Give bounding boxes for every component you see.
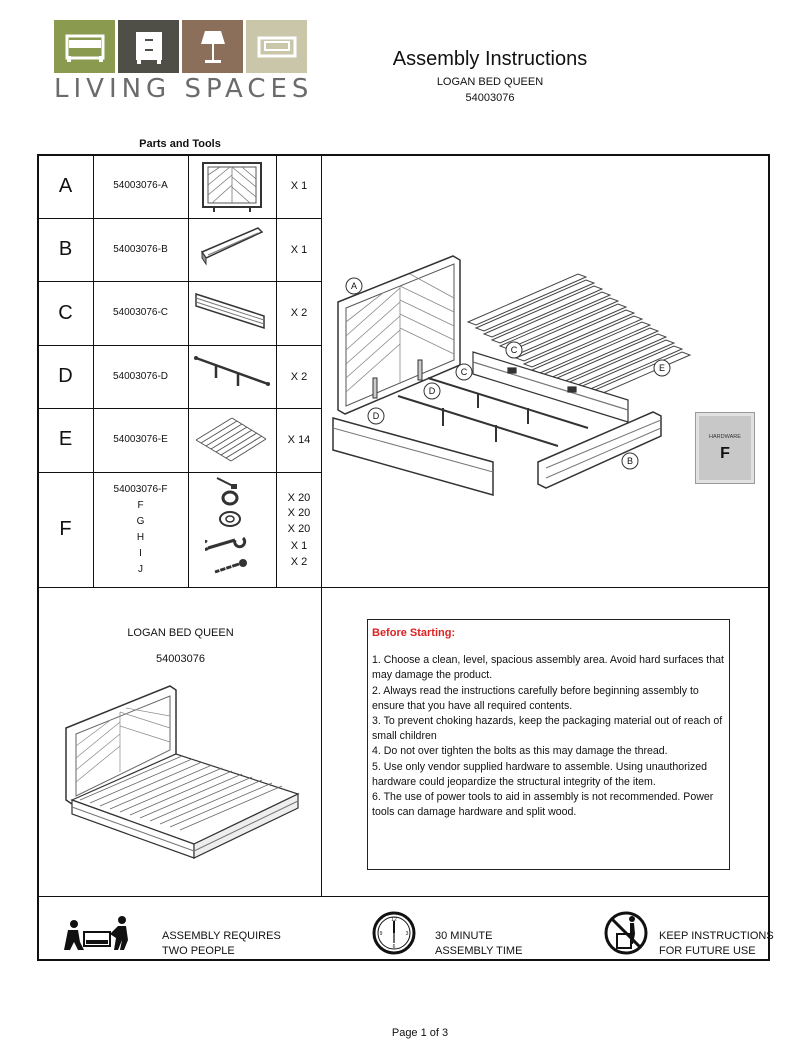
flat-washer-icon xyxy=(220,512,240,526)
keep-instructions-line2: FOR FUTURE USE xyxy=(659,945,756,957)
page-number: Page 1 of 3 xyxy=(391,1027,449,1039)
grid-line xyxy=(38,896,769,897)
hardware-pack-caption: HARDWARE xyxy=(709,434,741,440)
assembled-bed-image xyxy=(62,682,302,860)
svg-text:3: 3 xyxy=(405,931,409,937)
bed-icon xyxy=(54,20,115,73)
grid-line xyxy=(38,281,321,282)
note-item: 4. Do not over tighten the bolts as this may damage the thread. xyxy=(372,745,668,758)
part-qty: X 14 xyxy=(287,434,311,446)
hardware-qty: X 2 xyxy=(290,556,308,568)
grid-line xyxy=(38,472,321,473)
footboard-part-image xyxy=(198,224,266,270)
grid-line xyxy=(38,587,769,588)
keep-instructions-line1: KEEP INSTRUCTIONS xyxy=(659,930,774,942)
assembly-time-line2: ASSEMBLY TIME xyxy=(435,945,523,957)
part-code: 54003076-D xyxy=(112,371,169,382)
hardware-qty: X 20 xyxy=(287,507,311,519)
part-letter: B xyxy=(58,238,73,260)
note-item: 6. The use of power tools to aid in assembly is not recommended. Power tools can damage hardware and split wood. xyxy=(372,791,714,819)
callout-d-label: D xyxy=(372,411,380,421)
hardware-qty: X 20 xyxy=(287,523,311,535)
callout-d-label: D xyxy=(428,386,436,396)
grid-line xyxy=(38,345,321,346)
svg-text:12: 12 xyxy=(391,917,397,923)
product-sku: 54003076 xyxy=(465,92,515,104)
keep-instructions-text xyxy=(659,929,774,959)
lock-washer-icon xyxy=(223,492,237,504)
two-people-line1: ASSEMBLY REQUIRES xyxy=(162,930,281,942)
product-view-name: LOGAN BED QUEEN xyxy=(127,627,234,639)
hardware-pack-letter: F xyxy=(720,445,730,462)
exploded-assembly-diagram xyxy=(328,250,733,500)
hardware-pack xyxy=(695,412,755,484)
brand-name: LIVING SPACES xyxy=(54,74,314,104)
no-littering-icon xyxy=(601,910,651,956)
note-item: 3. To prevent choking hazards, keep the packaging material out of reach of small children xyxy=(372,715,723,743)
grid-line xyxy=(321,155,322,896)
part-letter: D xyxy=(58,365,73,387)
assembly-time-text xyxy=(435,929,522,959)
wrench-icon xyxy=(205,538,245,549)
callout-e-label: E xyxy=(658,363,666,373)
side-rail-part-image xyxy=(194,288,268,336)
before-starting-box xyxy=(367,619,730,870)
hardware-sub-letter: G xyxy=(136,516,145,527)
parts-title: Parts and Tools xyxy=(139,138,221,150)
part-qty: X 2 xyxy=(290,371,308,383)
center-rail-part-image xyxy=(192,350,272,396)
dresser-icon xyxy=(118,20,179,73)
grid-line xyxy=(188,155,189,587)
sofa-icon xyxy=(246,20,307,73)
side-rail-front xyxy=(333,418,493,495)
part-letter: A xyxy=(58,175,73,197)
hardware-sub-letter: J xyxy=(138,564,143,575)
document-title: Assembly Instructions xyxy=(392,48,588,70)
headboard-part-image xyxy=(200,160,266,214)
note-item: 2. Always read the instructions carefully before beginning assembly to ensure that you have all required contents. xyxy=(372,684,699,712)
product-view-sku: 54003076 xyxy=(156,653,205,665)
svg-text:9: 9 xyxy=(379,931,383,937)
part-qty: X 1 xyxy=(290,180,308,192)
part-code: 54003076-E xyxy=(113,434,168,445)
before-starting-title: Before Starting: xyxy=(372,627,456,639)
assembly-time-line1: 30 MINUTE xyxy=(435,930,493,942)
bolt-icon xyxy=(217,478,237,489)
svg-text:6: 6 xyxy=(392,944,396,950)
hardware-qty: X 20 xyxy=(287,492,311,504)
product-name: LOGAN BED QUEEN xyxy=(436,76,544,88)
callout-b-label: B xyxy=(626,456,634,466)
hardware-sub-letter: F xyxy=(137,500,144,511)
callout-c-label: C xyxy=(460,367,468,377)
part-letter: F xyxy=(59,518,72,540)
hardware-icons xyxy=(205,476,255,580)
part-letter: C xyxy=(58,302,73,324)
part-code: 54003076-B xyxy=(113,244,168,255)
part-code: 54003076-C xyxy=(112,307,169,318)
two-people-line2: TWO PEOPLE xyxy=(162,945,235,957)
part-code: 54003076-A xyxy=(113,180,168,191)
grid-line xyxy=(38,218,321,219)
hardware-sub-letter: I xyxy=(139,548,142,559)
lamp-icon xyxy=(182,20,243,73)
slats-assembly xyxy=(468,274,690,403)
part-qty: X 2 xyxy=(290,307,308,319)
hardware-sub-letter: H xyxy=(136,532,145,543)
screw-icon xyxy=(215,559,247,574)
grid-line xyxy=(38,408,321,409)
callout-c-label: C xyxy=(510,345,518,355)
callout-a-label: A xyxy=(350,281,358,291)
slats-part-image xyxy=(192,414,270,466)
part-letter: E xyxy=(58,428,73,450)
footboard-assembly xyxy=(538,412,661,488)
hardware-code: 54003076-F xyxy=(113,484,168,495)
clock-icon xyxy=(370,910,418,956)
part-qty: X 1 xyxy=(290,244,308,256)
note-item: 5. Use only vendor supplied hardware to assemble. Using unauthorized hardware could jeopardize the structural integrity of the item. xyxy=(372,760,708,788)
note-item: 1. Choose a clean, level, spacious assembly area. Avoid hard surfaces that may damage the product. xyxy=(372,654,724,682)
two-people-icon xyxy=(64,914,134,954)
hardware-qty: X 1 xyxy=(290,540,308,552)
two-people-text xyxy=(162,929,281,959)
